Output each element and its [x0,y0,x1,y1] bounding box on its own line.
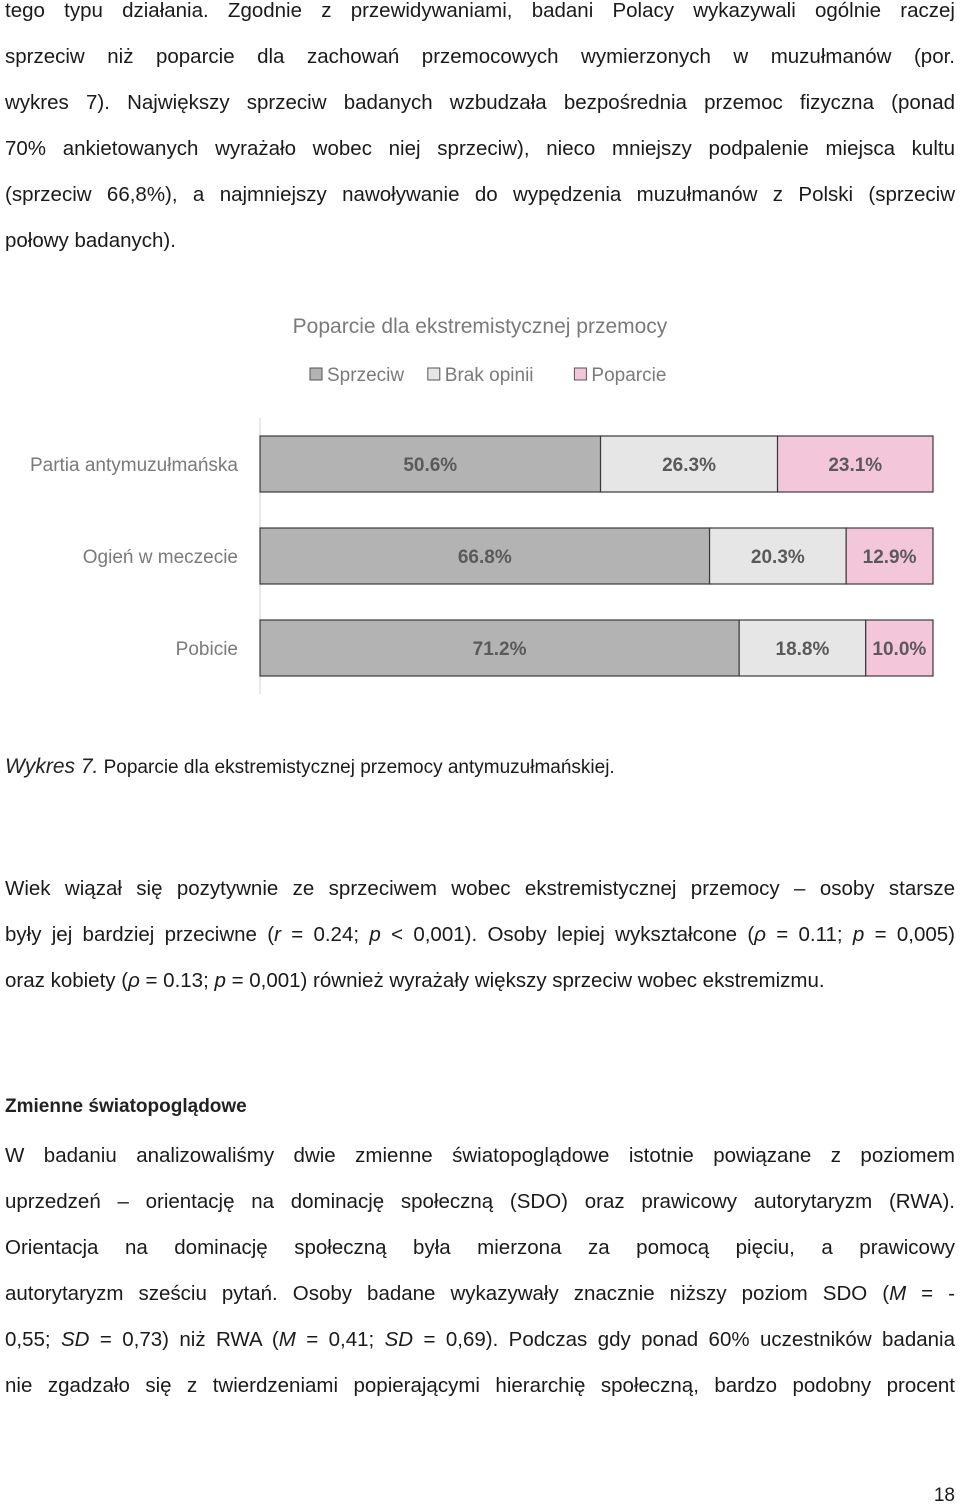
text-line: połowy badanych). [5,229,176,252]
text-line: Orientacja na dominację społeczną była mierzona za pomocą pięciu, a prawicowy [5,1236,955,1259]
legend-label-2: Poparcie [591,365,667,386]
chart-svg [0,300,960,710]
section-heading: Zmienne światopoglądowe [5,1096,247,1117]
category-label-2: Pobicie [175,639,238,660]
data-label-1-0: 66.8% [457,547,512,568]
legend-label-0: Sprzeciw [327,365,405,386]
data-label-1-2: 12.9% [862,547,917,568]
text-line: oraz kobiety (ρ = 0.13; p = 0,001) również wyrażały większy sprzeciw wobec ekstremizmu. [5,969,825,992]
paragraph-age [5,866,955,1004]
legend-swatch-2 [574,368,586,380]
caption-text: Poparcie dla ekstremistycznej przemocy antymuzułmańskiej. [98,757,615,778]
caption-label: Wykres 7. [5,755,99,778]
legend-swatch-1 [428,368,440,380]
category-label-0: Partia antymuzułmańska [29,455,238,476]
text-line: nie zgadzało się z twierdzeniami popierającymi hierarchię społeczną, bardzo podobny procent [5,1374,955,1397]
text-line: sprzeciw niż poparcie dla zachowań przemocowych wymierzonych w muzułmanów (por. [5,45,955,68]
category-label-1: Ogień w meczecie [82,547,238,568]
text-line: wykres 7). Największy sprzeciw badanych wzbudzała bezpośrednia przemoc fizyczna (ponad [5,91,955,114]
text-line: były jej bardziej przeciwne (r = 0.24; p < 0,001). Osoby lepiej wykształcone (ρ = 0.11; p = 0,005) [5,923,955,946]
legend-label-1: Brak opinii [444,365,534,386]
paragraph-intro [5,0,955,264]
paragraph-worldview [5,1133,955,1409]
text-line: W badaniu analizowaliśmy dwie zmienne światopoglądowe istotnie powiązane z poziomem [5,1144,955,1167]
data-label-0-0: 50.6% [403,455,458,476]
text-line: Wiek wiązał się pozytywnie ze sprzeciwem wobec ekstremistycznej przemocy – osoby starsze [5,877,955,900]
data-label-0-1: 26.3% [662,455,716,476]
text-line: 70% ankietowanych wyrażało wobec niej sprzeciw), nieco mniejszy podpalenie miejsca kultu [5,137,955,160]
chart-title: Poparcie dla ekstremistycznej przemocy [292,315,668,338]
text-line: autorytaryzm sześciu pytań. Osoby badane wykazywały znacznie niższy poziom SDO (M = - [5,1282,955,1305]
data-label-2-1: 18.8% [775,639,830,660]
data-label-0-2: 23.1% [828,455,883,476]
data-label-2-0: 71.2% [472,639,527,660]
data-label-2-2: 10.0% [872,639,927,660]
text-line: 0,55; SD = 0,73) niż RWA (M = 0,41; SD = 0,69). Podczas gdy ponad 60% uczestników badania [5,1328,955,1351]
data-label-1-1: 20.3% [750,547,805,568]
page-number: 18 [933,1485,955,1506]
text-line: (sprzeciw 66,8%), a najmniejszy nawoływanie do wypędzenia muzułmanów z Polski (sprzeciw [5,183,955,206]
text-line: tego typu działania. Zgodnie z przewidywaniami, badani Polacy wykazywali ogólnie raczej [5,0,955,22]
text-line: uprzedzeń – orientację na dominację społeczną (SDO) oraz prawicowy autorytaryzm (RWA). [5,1190,955,1213]
legend-swatch-0 [310,368,322,380]
stacked-bar-chart [0,300,960,710]
figure-caption [5,755,615,779]
